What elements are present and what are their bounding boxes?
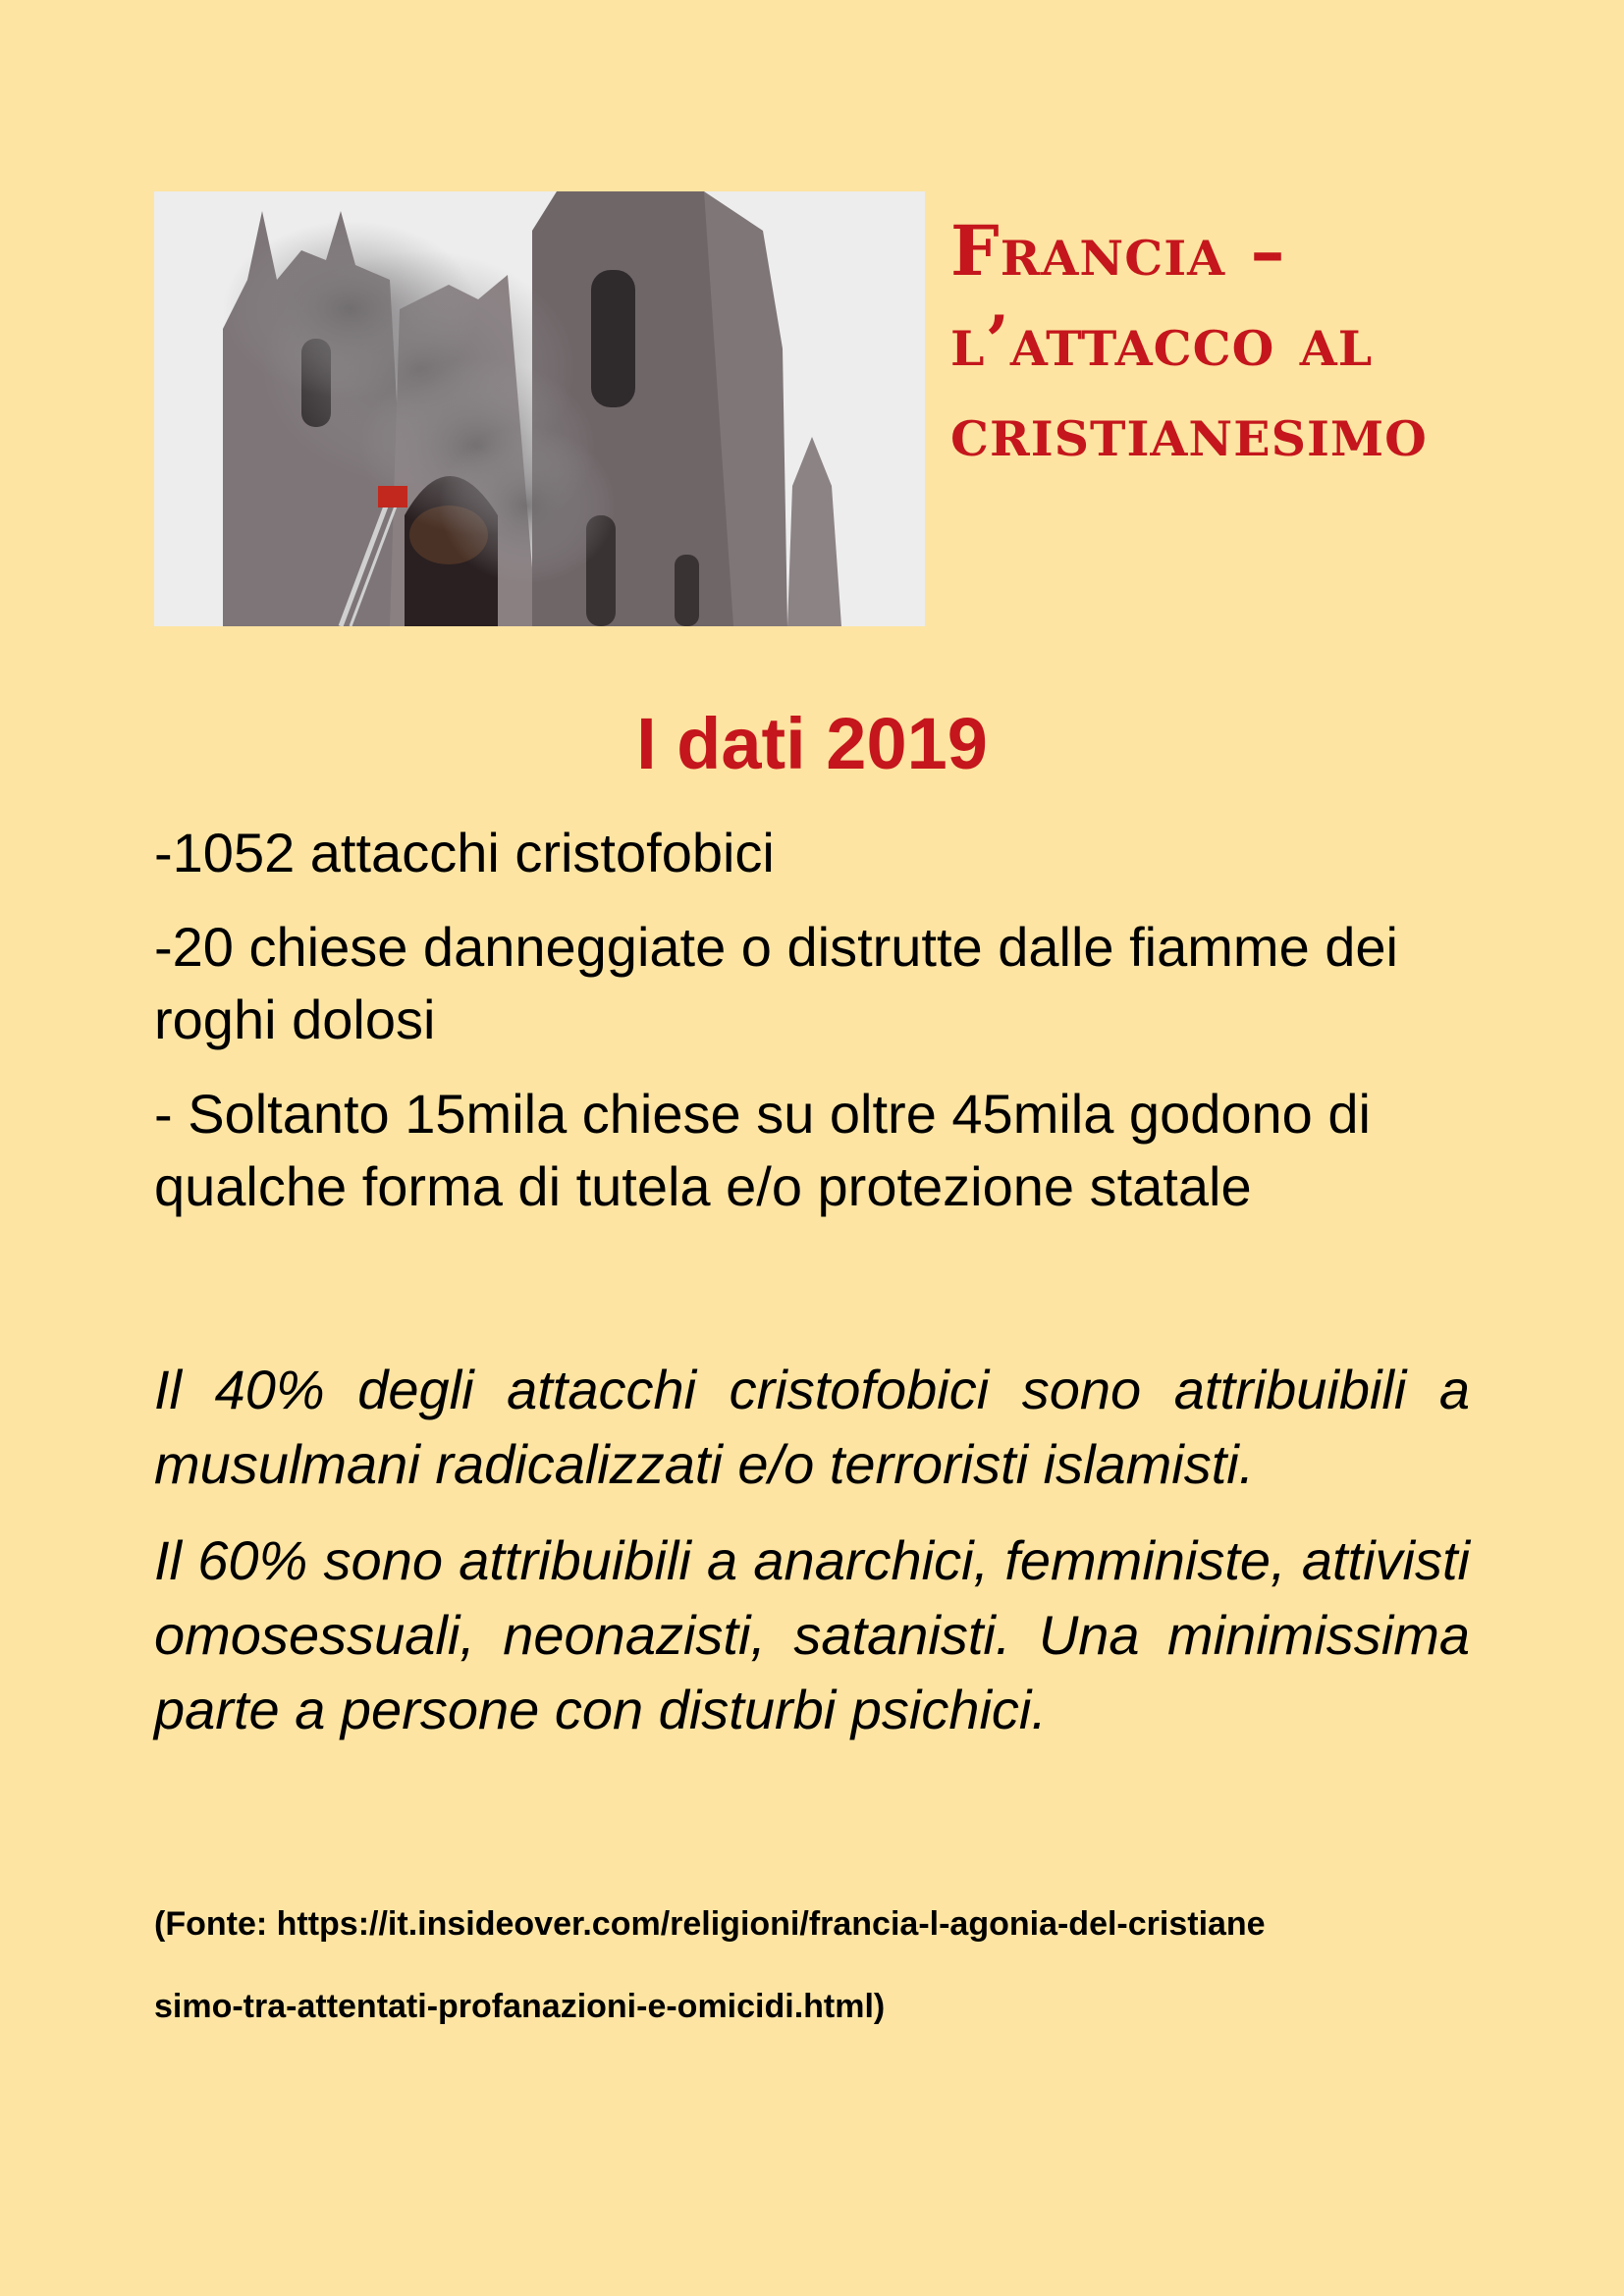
bullet-protected-churches: - Soltanto 15mila chiese su oltre 45mila godono di qualche forma di tutela e/o protezione statale — [154, 1083, 1371, 1217]
bullet-churches-burned: -20 chiese danneggiate o distrutte dalle fiamme dei roghi dolosi — [154, 916, 1398, 1050]
headline — [950, 206, 1579, 477]
paragraph-60-percent: Il 60% sono attribuibili a anarchici, femministe, attivisti omosessuali, neonazisti, satanisti. Una minimissima parte a persone con disturbi psichici. — [154, 1529, 1470, 1740]
paragraph-40-percent: Il 40% degli attacchi cristofobici sono attribuibili a musulmani radicalizzati e/o terroristi islamisti. — [154, 1359, 1470, 1495]
source-line-1: (Fonte: https://it.insideover.com/religioni/francia-l-agonia-del-cristiane — [154, 1905, 1266, 1943]
section-title: I dati 2019 — [636, 703, 988, 784]
data-bullets — [154, 817, 1529, 1245]
source-citation — [154, 1883, 1529, 2048]
headline-line-1: Francia – — [950, 210, 1286, 292]
headline-line-3: cristianesimo — [950, 391, 1428, 472]
source-line-2: simo-tra-attentati-profanazioni-e-omicidi.html) — [154, 1988, 886, 2025]
bullet-attacks: -1052 attacchi cristofobici — [154, 822, 775, 883]
headline-line-2: l’attacco al — [950, 300, 1374, 382]
cathedral-fire-photo — [154, 191, 925, 626]
attribution-paragraphs — [154, 1353, 1470, 1769]
